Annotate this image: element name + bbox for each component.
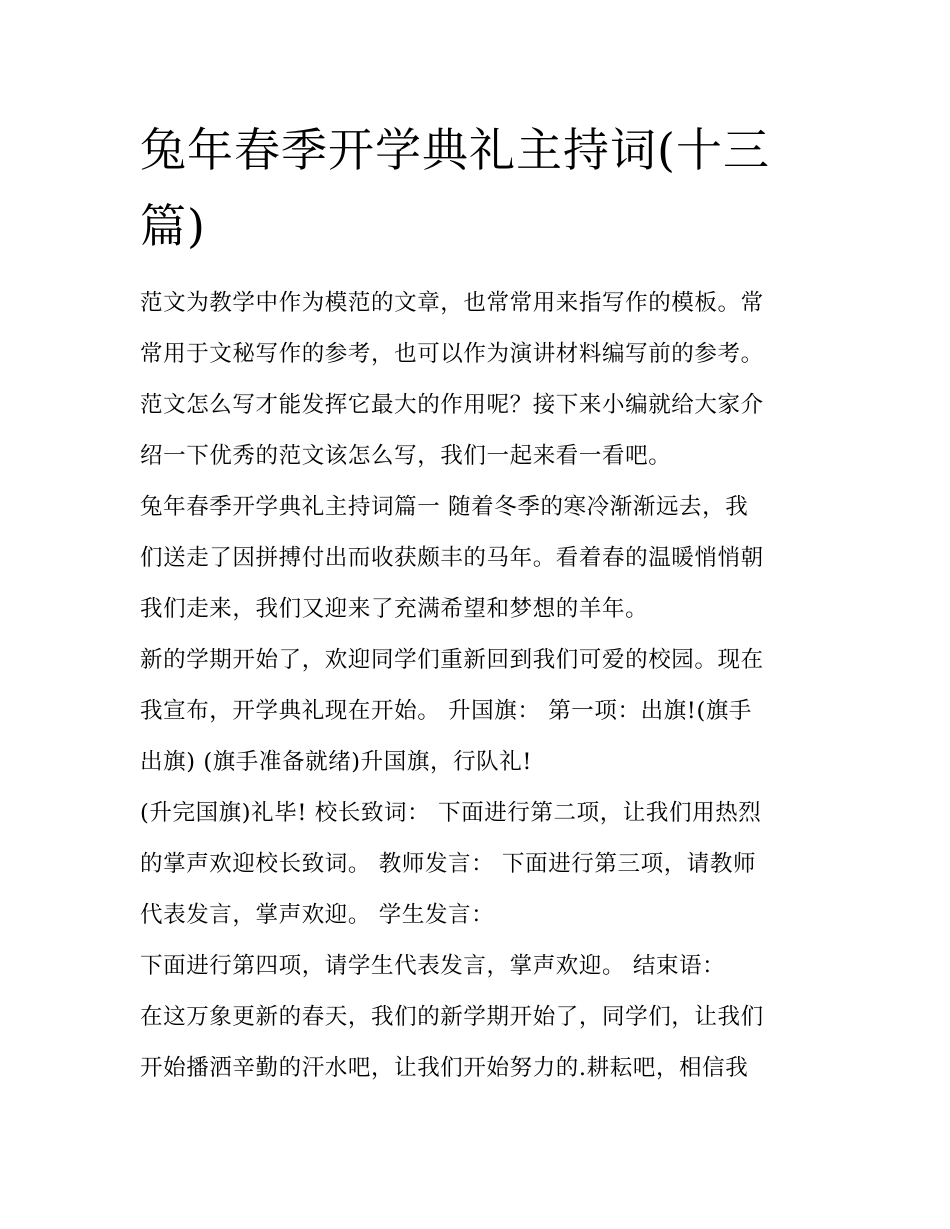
paragraph-speeches: (升完国旗)礼毕! 校长致词： 下面进行第二项，让我们用热烈 的掌声欢迎校长致词。 教师发言： 下面进行第三项，请教师 代表发言，掌声欢迎。 学生发言： bbox=[140, 800, 762, 928]
document-title: 兔年春季开学典礼主持词(十三 篇) bbox=[140, 123, 770, 253]
document-body bbox=[140, 112, 812, 1094]
paragraph-intro: 范文为教学中作为模范的文章，也常常用来指写作的模板。常 常用于文秘写作的参考，也可以作为演讲材料编写前的参考。 范文怎么写才能发挥它最大的作用呢？接下来小编就给大家介 绍一下优秀的范文该怎么写，我们一起来看一看吧。 bbox=[140, 290, 764, 469]
paragraph-flag-raising: 新的学期开始了，欢迎同学们重新回到我们可爱的校园。现在 我宣布，开学典礼现在开始。 升国旗： 第一项：出旗!(旗手 出旗) (旗手准备就绪)升国旗，行队礼! bbox=[140, 647, 764, 775]
paragraph-section-one: 兔年春季开学典礼主持词篇一 随着冬季的寒冷渐渐远去，我 们送走了因拼搏付出而收获颇丰的马年。看着春的温暖悄悄朝 我们走来，我们又迎来了充满希望和梦想的羊年。 bbox=[140, 494, 764, 622]
paragraph-student-speech: 下面进行第四项，请学生代表发言，掌声欢迎。 结束语： bbox=[140, 953, 726, 979]
paragraph-closing: 在这万象更新的春天，我们的新学期开始了，同学们，让我们 开始播洒辛勤的汗水吧，让我们开始努力的.耕耘吧，相信我 bbox=[140, 1004, 764, 1081]
